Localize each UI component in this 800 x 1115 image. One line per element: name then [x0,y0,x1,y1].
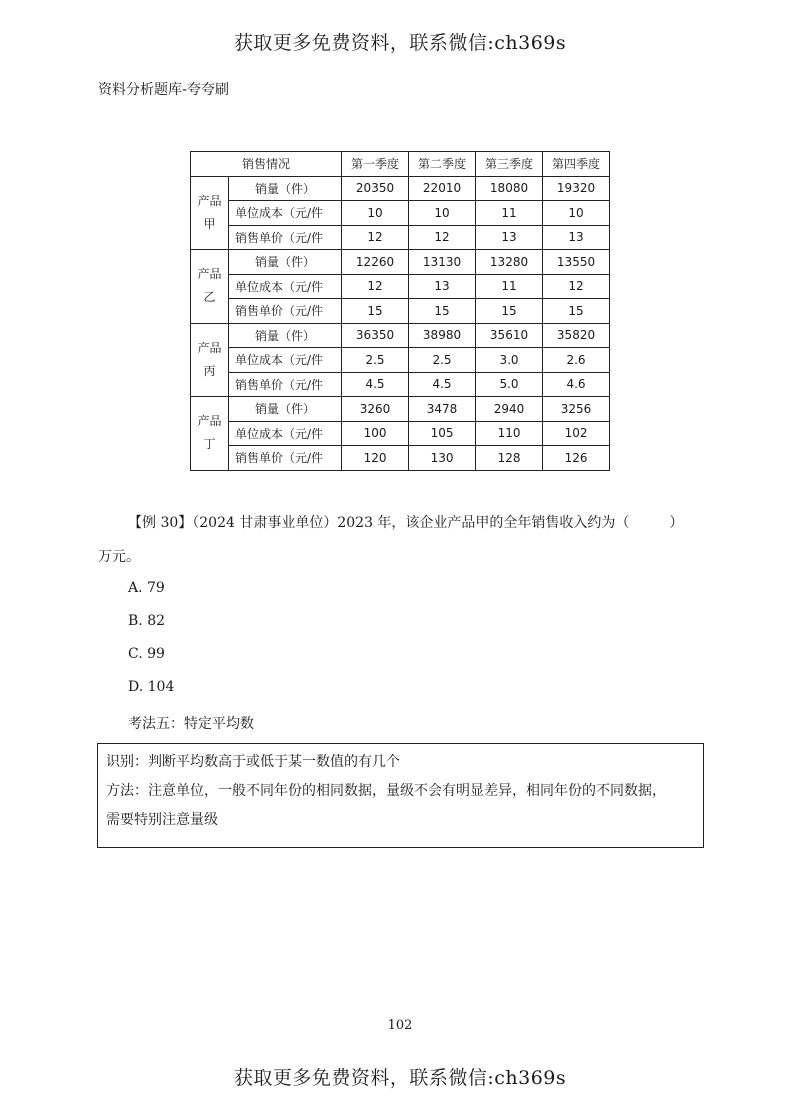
box-line-method-cont: 需要特别注意量级 [106,812,218,828]
value-cell: 15 [543,299,610,324]
table-row [191,397,610,422]
metric-cell: 单位成本（元/件 [229,421,342,446]
value-cell: 3.0 [476,348,543,373]
header-label: 资料分析题库-夸夸刷 [98,82,230,98]
value-cell: 13130 [409,250,476,275]
metric-cell: 销售单价（元/件 [229,299,342,324]
value-cell: 4.5 [342,372,409,397]
metric-cell: 销量（件） [229,323,342,348]
table-row [191,274,610,299]
metric-cell: 销售单价（元/件 [229,446,342,471]
product-name-cell [191,323,229,397]
value-cell: 105 [409,421,476,446]
product-name-bottom: 丙 [203,363,216,378]
value-cell: 35820 [543,323,610,348]
table-row [191,299,610,324]
value-cell: 3256 [543,397,610,422]
option-b: B. 82 [128,613,166,629]
value-cell: 13280 [476,250,543,275]
value-cell: 120 [342,446,409,471]
value-cell: 12 [342,225,409,250]
value-cell: 130 [409,446,476,471]
table-body [191,176,610,470]
value-cell: 15 [342,299,409,324]
table-row [191,421,610,446]
product-name-bottom: 甲 [203,216,216,231]
product-name-bottom: 丁 [203,437,216,452]
metric-cell: 单位成本（元/件 [229,348,342,373]
product-name-cell [191,397,229,471]
product-name-top: 产品 [197,414,222,429]
question-text: 【例 30】（2024 甘肃事业单位）2023 年，该企业产品甲的全年销售收入约为（ [128,515,630,531]
header-cell: 第四季度 [543,152,610,177]
value-cell: 100 [342,421,409,446]
product-name-cell [191,176,229,250]
value-cell: 2.5 [409,348,476,373]
value-cell: 13 [476,225,543,250]
value-cell: 13550 [543,250,610,275]
metric-cell: 销售单价（元/件 [229,372,342,397]
value-cell: 11 [476,274,543,299]
header-cell: 销售情况 [191,152,342,177]
product-name-cell [191,250,229,324]
value-cell: 4.6 [543,372,610,397]
value-cell: 126 [543,446,610,471]
value-cell: 20350 [342,176,409,201]
table-row [191,372,610,397]
value-cell: 38980 [409,323,476,348]
box-line-identify: 识别：判断平均数高于或低于某一数值的有几个 [106,754,400,770]
metric-cell: 销量（件） [229,176,342,201]
value-cell: 2.5 [342,348,409,373]
table-row [191,201,610,226]
metric-cell: 销售单价（元/件 [229,225,342,250]
table-row [191,323,610,348]
value-cell: 18080 [476,176,543,201]
table-row [191,348,610,373]
header-cell: 第一季度 [342,152,409,177]
value-cell: 102 [543,421,610,446]
value-cell: 11 [476,201,543,226]
box-line-method: 方法：注意单位，一般不同年份的相同数据，量级不会有明显差异，相同年份的不同数据， [106,783,666,799]
value-cell: 10 [409,201,476,226]
metric-cell: 销量（件） [229,250,342,275]
value-cell: 36350 [342,323,409,348]
top-banner: 获取更多免费资料，联系微信:ch369s [233,32,567,54]
value-cell: 4.5 [409,372,476,397]
question-close-paren: ） [669,515,684,531]
product-name-top: 产品 [197,340,222,355]
value-cell: 12 [543,274,610,299]
product-name-top: 产品 [197,267,222,282]
table-row [191,225,610,250]
bottom-banner: 获取更多免费资料，联系微信:ch369s [233,1067,567,1089]
value-cell: 2940 [476,397,543,422]
value-cell: 2.6 [543,348,610,373]
question-line-2: 万元。 [98,549,140,565]
table-row [191,250,610,275]
value-cell: 110 [476,421,543,446]
method-heading: 考法五：特定平均数 [128,716,254,732]
table-row [191,446,610,471]
value-cell: 15 [409,299,476,324]
header-cell: 第二季度 [409,152,476,177]
header-cell: 第三季度 [476,152,543,177]
value-cell: 35610 [476,323,543,348]
value-cell: 3478 [409,397,476,422]
value-cell: 128 [476,446,543,471]
option-a: A. 79 [128,580,165,596]
page-number: 102 [387,1018,413,1033]
method-box [97,743,704,848]
value-cell: 12 [409,225,476,250]
value-cell: 5.0 [476,372,543,397]
value-cell: 10 [543,201,610,226]
table-header-row [191,152,610,177]
product-name-top: 产品 [197,193,222,208]
value-cell: 12 [342,274,409,299]
value-cell: 22010 [409,176,476,201]
value-cell: 19320 [543,176,610,201]
table-row [191,176,610,201]
metric-cell: 单位成本（元/件 [229,201,342,226]
sales-table [190,151,610,471]
value-cell: 10 [342,201,409,226]
metric-cell: 销量（件） [229,397,342,422]
value-cell: 12260 [342,250,409,275]
value-cell: 15 [476,299,543,324]
question-line-1 [128,512,708,532]
metric-cell: 单位成本（元/件 [229,274,342,299]
product-name-bottom: 乙 [203,290,216,305]
value-cell: 3260 [342,397,409,422]
option-d: D. 104 [128,679,175,695]
value-cell: 13 [409,274,476,299]
option-c: C. 99 [128,646,165,662]
value-cell: 13 [543,225,610,250]
